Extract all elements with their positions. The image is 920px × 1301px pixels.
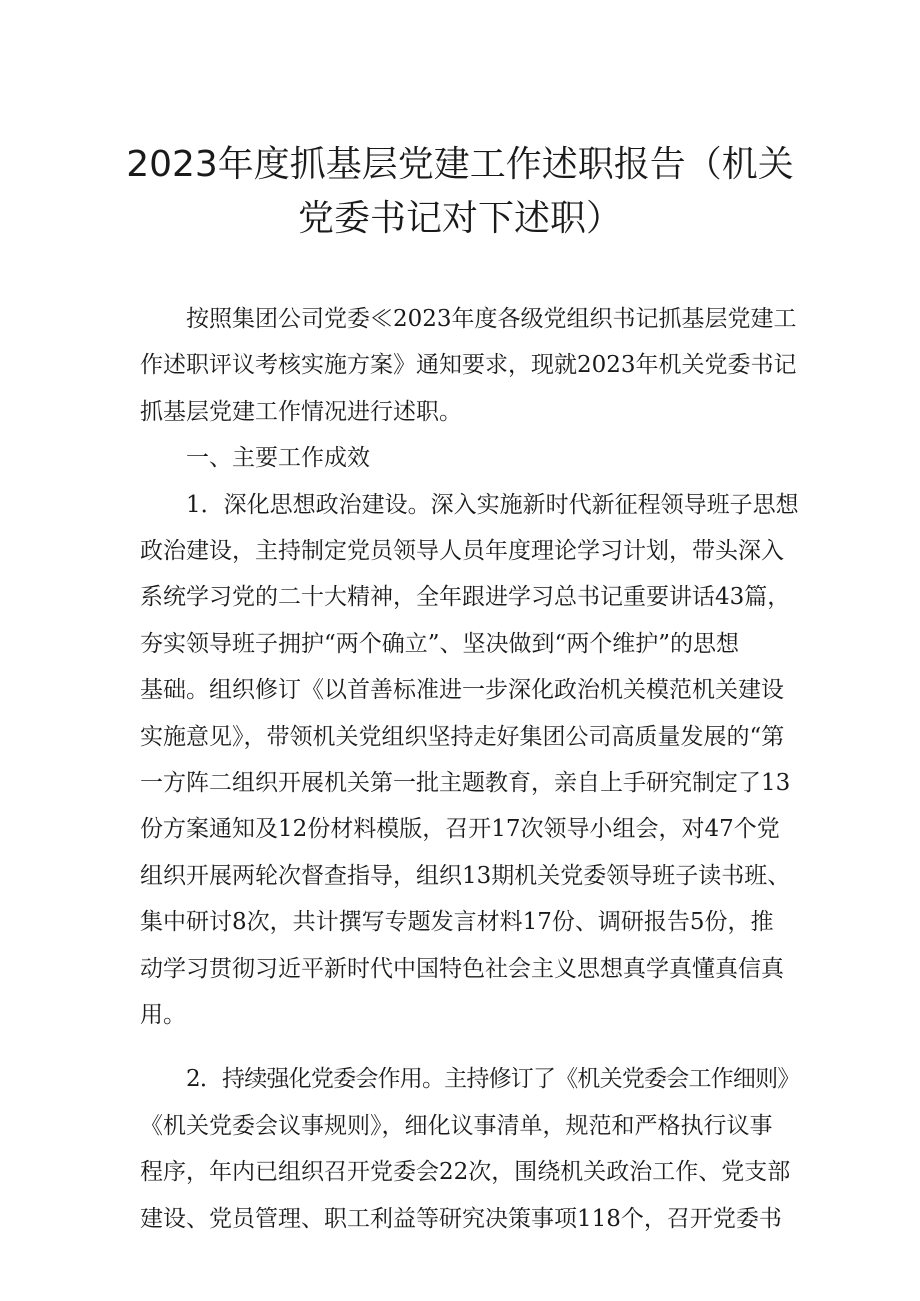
body-line: 份方案通知及12份材料模版，召开17次领导小组会，对47个党 [140, 816, 780, 842]
body-line: 程序，年内已组织召开党委会22次，围绕机关政治工作、党支部 [140, 1159, 791, 1185]
document-title-line-2: 党委书记对下述职） [297, 198, 622, 239]
body-line: 抓基层党建工作情况进行述职。 [140, 399, 462, 425]
body-line: 基础。组织修订《以首善标准进一步深化政治机关模范机关建设 [140, 677, 784, 703]
body-line: 夯实领导班子拥护“两个确立”、坚决做到“两个维护”的思想 [140, 631, 740, 657]
body-line: 用。 [140, 1002, 186, 1028]
body-line: 系统学习党的二十大精神，全年跟进学习总书记重要讲话43篇， [140, 584, 791, 610]
body-line: 组织开展两轮次督查指导，组织13期机关党委领导班子读书班、 [140, 863, 791, 889]
body-line: 政治建设，主持制定党员领导人员年度理论学习计划，带头深入 [140, 538, 784, 564]
body-line: 一、主要工作成效 [186, 445, 370, 471]
body-line: 按照集团公司党委≪2023年度各级党组织书记抓基层党建工 [186, 306, 797, 332]
body-line: 实施意见》，带领机关党组织坚持走好集团公司高质量发展的“第 [140, 724, 785, 750]
body-line: 建设、党员管理、职工利益等研究决策事项118个，召开党委书 [140, 1206, 782, 1232]
body-line: 作述职评议考核实施方案》通知要求，现就2023年机关党委书记 [140, 352, 797, 378]
body-line: 集中研讨8次，共计撰写专题发言材料17份、调研报告5份，推 [140, 909, 774, 935]
body-line: 《机关党委会议事规则》，细化议事清单，规范和严格执行议事 [140, 1113, 773, 1139]
body-line: 2．持续强化党委会作用。主持修订了《机关党委会工作细则》 [186, 1066, 800, 1092]
body-line: 1．深化思想政治建设。深入实施新时代新征程领导班子思想 [186, 492, 799, 518]
document-title-line-1: 2023年度抓基层党建工作述职报告（机关 [126, 144, 794, 185]
body-line: 一方阵二组织开展机关第一批主题教育，亲自上手研究制定了13 [140, 770, 791, 796]
body-line: 动学习贯彻习近平新时代中国特色社会主义思想真学真懂真信真 [140, 956, 784, 982]
